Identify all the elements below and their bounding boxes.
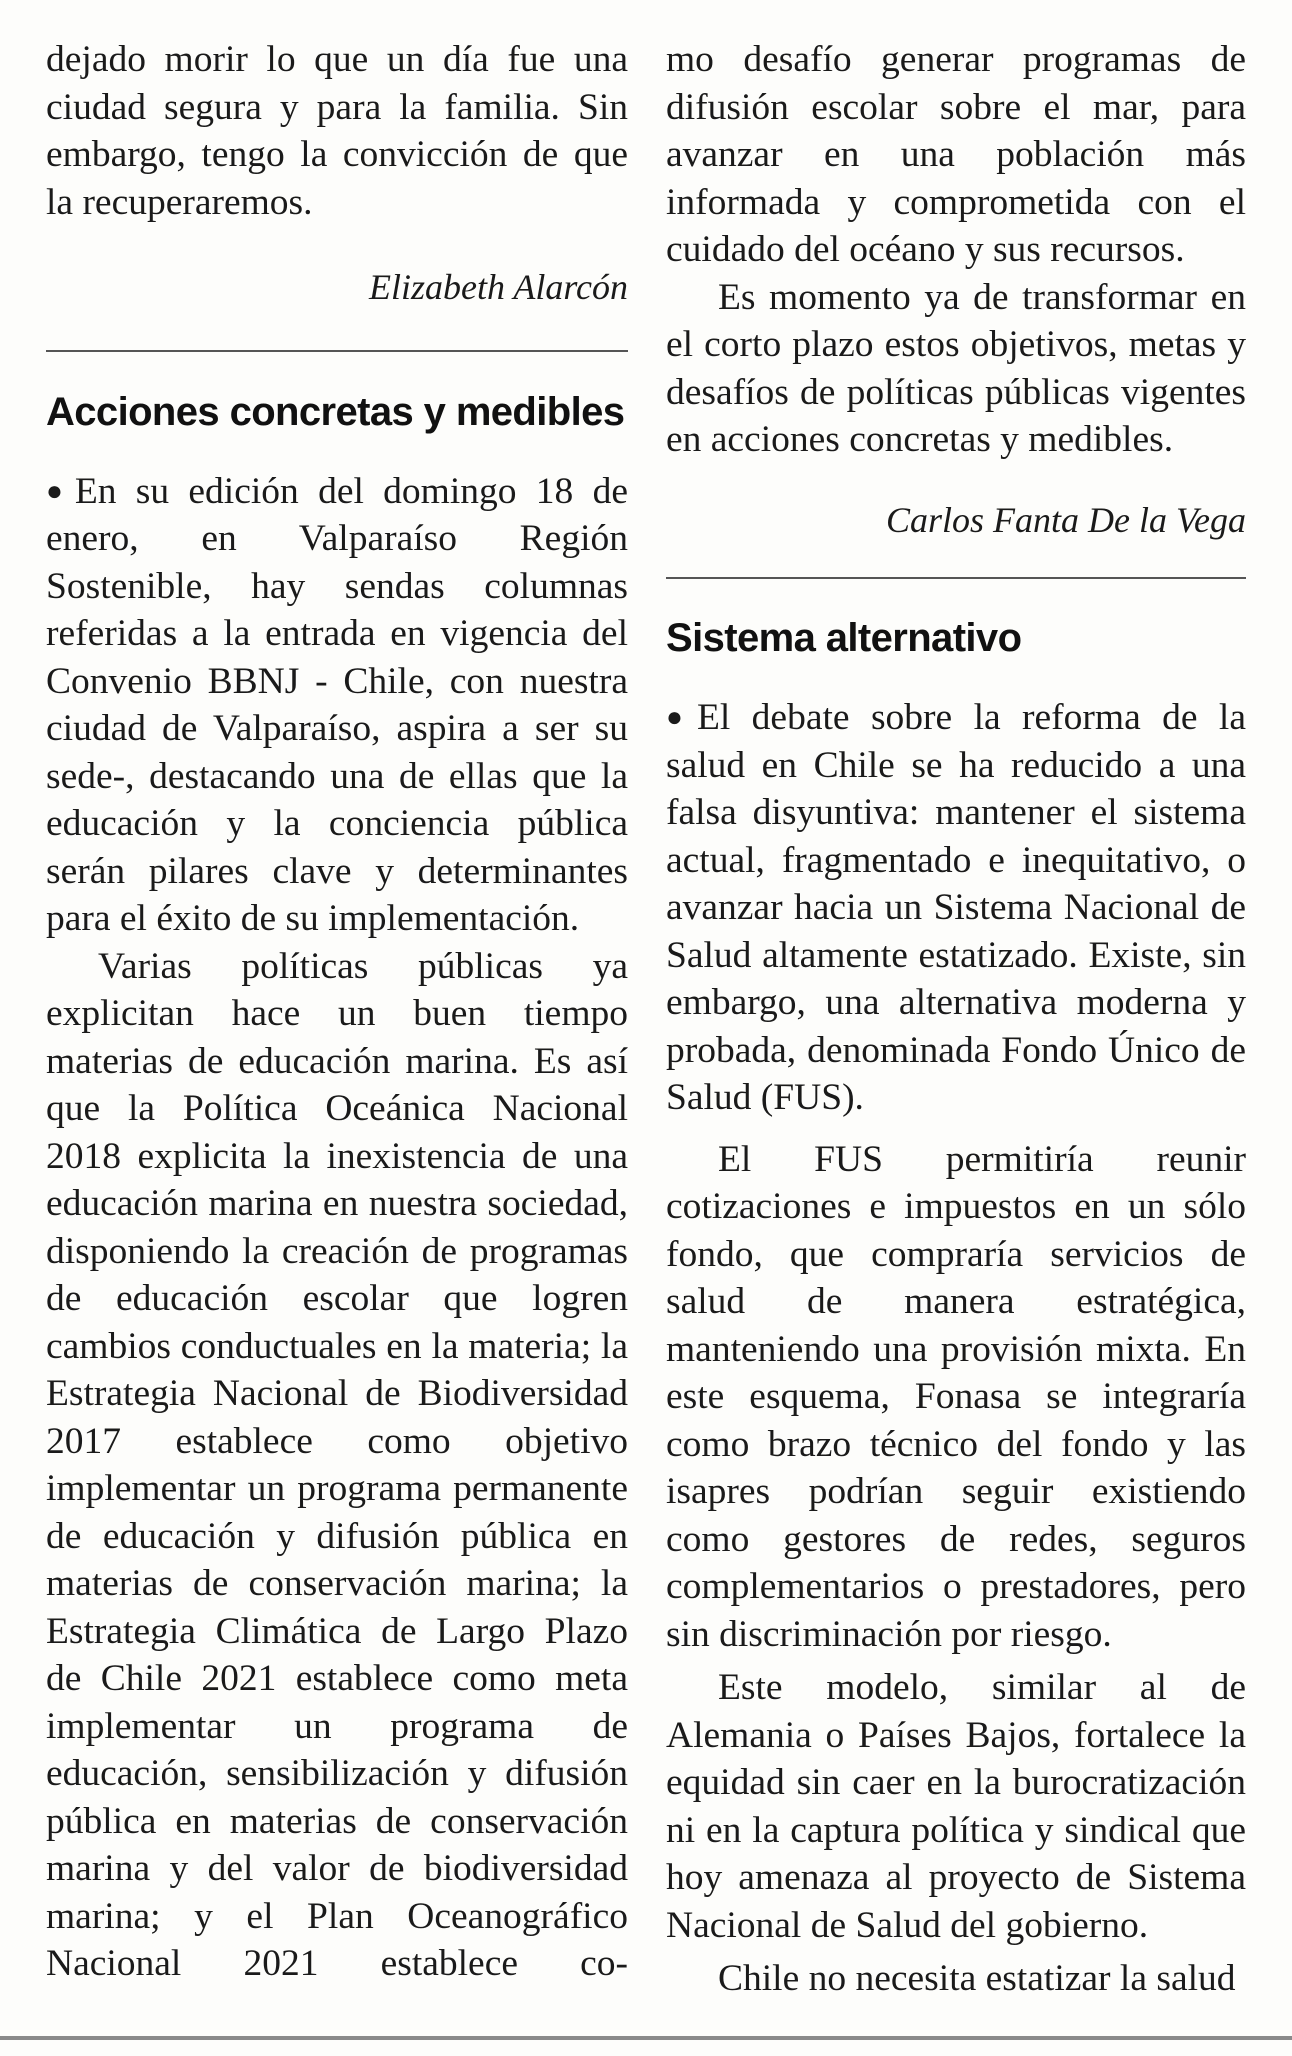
letter-1-signature: Elizabeth Alarcón — [369, 267, 628, 307]
bottom-border — [0, 2036, 1292, 2040]
letter-2-paragraph-1-text: En su edición del domingo 18 de enero, en Valparaíso Región Sostenible, hay sendas columnas referidas a la entrada en vigencia del Convenio BBNJ - Chile, con nuestra ciudad de Valparaíso, aspira a ser su sede-, destacando una de ellas que la educación y la conciencia pública serán pilares clave y determinantes para el éxito de su implementación. — [46, 470, 628, 939]
letter-3-paragraph-3: Este modelo, similar al de Alemania o Países Bajos, fortalece la equidad sin caer en la burocratización ni en la captura política y sindical que hoy amenaza al proyecto de Sistema Nacional de Salud del gobierno. — [666, 1667, 1246, 1946]
letter-3-paragraph-1 — [666, 694, 1246, 1122]
letter-2-headline: Acciones concretas y medibles — [46, 389, 625, 434]
letter-2-paragraph-3: Es momento ya de transformar en el corto plazo estos objetivos, metas y desafíos de políticas públicas vigentes en acciones concretas y medibles. — [666, 276, 1246, 460]
right-column — [666, 36, 1246, 2003]
letter-3-paragraph-1-text: El debate sobre la reforma de la salud en Chile se ha reducido a una falsa disyuntiva: mantener el sistema actual, fragmentado e inequitativo, o avanzar hacia un Sistema Nacional de Salud altamente estatizado. Existe, sin embargo, una alternativa moderna y probada, denominada Fondo Único de Salud (FUS). — [666, 697, 1246, 1118]
letter-3-paragraph-4: Chile no necesita estatizar la salud — [718, 1958, 1236, 1999]
letter-2-signature: Carlos Fanta De la Vega — [886, 499, 1246, 540]
letter-3-paragraph-2: El FUS permitiría reunir cotizaciones e impuestos en un sólo fondo, que compraría servicios de salud de manera estratégica, manteniendo una provisión mixta. En este esquema, Fonasa se integraría como brazo técnico del fondo y las isapres podrían seguir existiendo como gestores de redes, seguros complementarios o prestadores, pero sin discriminación por riesgo. — [666, 1138, 1246, 1655]
bullet-icon: ● — [46, 475, 73, 507]
letter-1-closing-paragraph: dejado morir lo que un día fue una ciudad segura y para la familia. Sin embargo, tengo la convicción de que la recuperaremos. — [46, 39, 628, 223]
letter-2-continued-paragraph: mo desafío generar programas de difusión escolar sobre el mar, para avanzar en una población más informada y comprometida con el cuidado del océano y sus recursos. — [666, 39, 1246, 270]
letter-2-paragraph-2: Varias políticas públicas ya explicitan hace un buen tiempo materias de educación marina. Es así que la Política Oceánica Nacional 2018 explicita la inexistencia de una educación marina en nuestra sociedad, disponiendo la creación de programas de educación escolar que logren cambios conductuales en la materia; la Estrategia Nacional de Biodiversidad 2017 establece como objetivo implementar un programa permanente de educación y difusión pública en materias de conservación marina; la Estrategia Climática de Largo Plazo de Chile 2021 establece como meta implementar un programa de educación, sensibilización y difusión pública en materias de conservación marina y del valor de biodiversidad marina; y el Plan Oceanográfico Nacional 2021 establece co- — [46, 945, 628, 1984]
bullet-icon: ● — [666, 702, 695, 733]
letter-3-headline: Sistema alternativo — [666, 616, 1022, 660]
letter-2-paragraph-1 — [46, 468, 628, 943]
left-column — [46, 36, 628, 1988]
